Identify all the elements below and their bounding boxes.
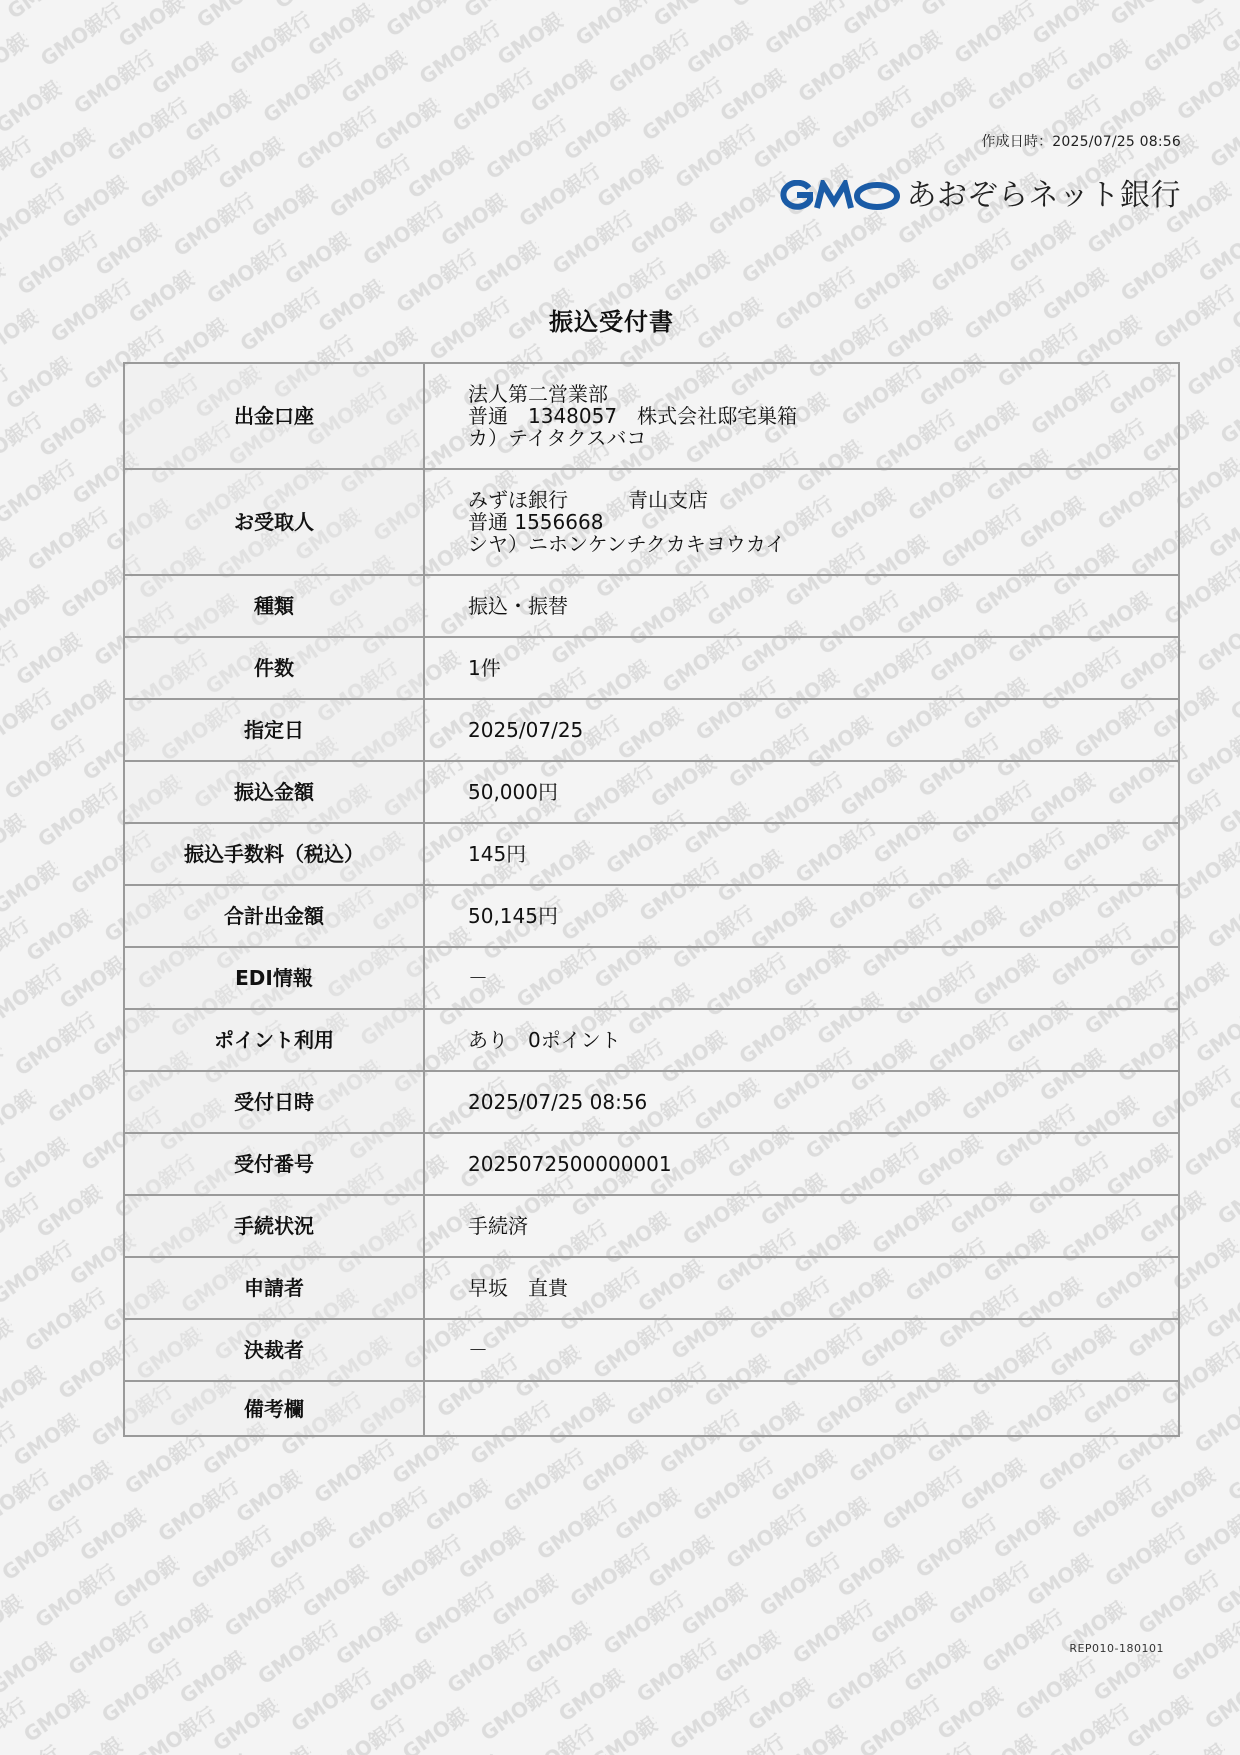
table-row: [124, 1195, 1179, 1257]
table-row: [124, 469, 1179, 575]
row-label-count: 件数: [124, 637, 424, 699]
table-row: [124, 761, 1179, 823]
table-row: [124, 575, 1179, 637]
row-label-applicant: 申請者: [124, 1257, 424, 1319]
row-value-total-withdrawal: 50,145円: [424, 885, 1179, 947]
row-label-receipt-number: 受付番号: [124, 1133, 424, 1195]
row-value-designated-date: 2025/07/25: [424, 699, 1179, 761]
row-label-received-datetime: 受付日時: [124, 1071, 424, 1133]
row-value-approver: －: [424, 1319, 1179, 1381]
row-label-type: 種類: [124, 575, 424, 637]
row-label-transfer-fee: 振込手数料（税込）: [124, 823, 424, 885]
row-value-recipient: みずほ銀行 青山支店 普通 1556668 シヤ）ニホンケンチクカキヨウカイ: [424, 469, 1179, 575]
row-label-approver: 決裁者: [124, 1319, 424, 1381]
row-label-designated-date: 指定日: [124, 699, 424, 761]
table-row: [124, 1009, 1179, 1071]
row-value-applicant: 早坂 直貴: [424, 1257, 1179, 1319]
row-value-count: 1件: [424, 637, 1179, 699]
row-value-transfer-amount: 50,000円: [424, 761, 1179, 823]
row-label-transfer-amount: 振込金額: [124, 761, 424, 823]
table-row: [124, 823, 1179, 885]
table-row: [124, 363, 1179, 469]
row-label-edi-info: EDI情報: [124, 947, 424, 1009]
row-label-procedure-status: 手続状況: [124, 1195, 424, 1257]
created-datetime: 作成日時：2025/07/25 08:56: [981, 134, 1181, 150]
row-value-withdrawal-account: 法人第二営業部 普通 1348057 株式会社邸宅巣箱 カ）テイタクスバコ: [424, 363, 1179, 469]
bank-name: あおぞらネット銀行: [906, 178, 1181, 213]
row-value-procedure-status: 手続済: [424, 1195, 1179, 1257]
row-value-transfer-fee: 145円: [424, 823, 1179, 885]
row-value-edi-info: －: [424, 947, 1179, 1009]
row-label-recipient: お受取人: [124, 469, 424, 575]
row-value-received-datetime: 2025/07/25 08:56: [424, 1071, 1179, 1133]
table-row: [124, 947, 1179, 1009]
report-code: REP010-180101: [1069, 1642, 1164, 1655]
row-label-total-withdrawal: 合計出金額: [124, 885, 424, 947]
table-row: [124, 1381, 1179, 1436]
row-value-remarks: [424, 1381, 1179, 1436]
table-row: [124, 885, 1179, 947]
table-row: [124, 1133, 1179, 1195]
table-row: [124, 699, 1179, 761]
row-value-type: 振込・振替: [424, 575, 1179, 637]
row-label-point-usage: ポイント利用: [124, 1009, 424, 1071]
row-value-receipt-number: 2025072500000001: [424, 1133, 1179, 1195]
table-row: [124, 637, 1179, 699]
table-row: [124, 1319, 1179, 1381]
transfer-detail-table: [123, 362, 1180, 1437]
gmo-logo-mark: [779, 180, 903, 212]
table-row: [124, 1071, 1179, 1133]
row-label-withdrawal-account: 出金口座: [124, 363, 424, 469]
document-title: 振込受付書: [549, 308, 674, 336]
bank-logo: [779, 176, 1182, 216]
table-row: [124, 1257, 1179, 1319]
row-label-remarks: 備考欄: [124, 1381, 424, 1436]
row-value-point-usage: あり 0ポイント: [424, 1009, 1179, 1071]
